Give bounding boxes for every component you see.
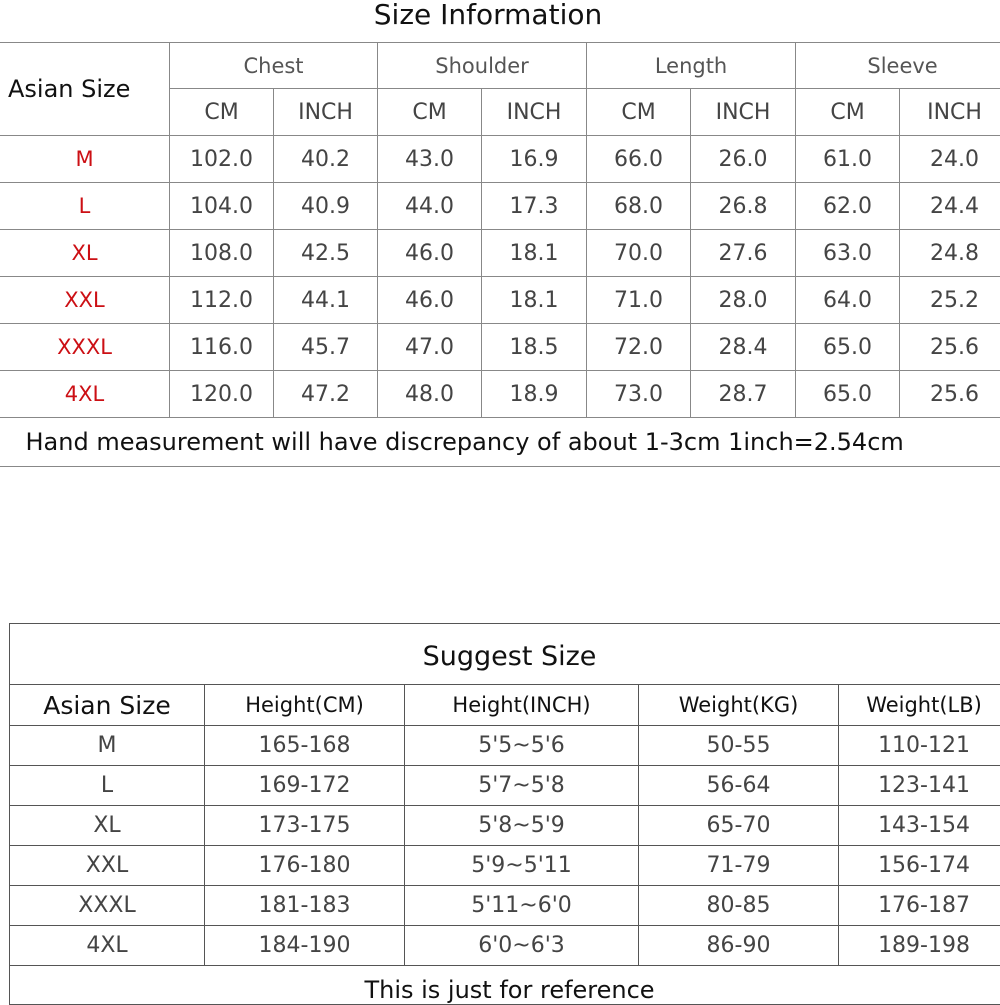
- size-row: [0, 277, 1000, 324]
- measurement-cell: 120.0: [170, 371, 274, 418]
- measurement-cell: 44.0: [378, 183, 482, 230]
- suggest-cell: 5'11~6'0: [405, 886, 639, 926]
- suggest-cell: 56-64: [639, 766, 839, 806]
- unit-header-inch: INCH: [900, 89, 1000, 136]
- header-height-inch: Height(INCH): [405, 685, 639, 726]
- size-row: [0, 371, 1000, 418]
- measurement-cell: 47.0: [378, 324, 482, 371]
- header-weight-kg: Weight(KG): [639, 685, 839, 726]
- measurement-cell: 27.6: [691, 230, 796, 277]
- measurement-cell: 108.0: [170, 230, 274, 277]
- suggest-size-label: XXXL: [10, 886, 205, 926]
- suggest-footer-row: [10, 966, 1000, 1005]
- suggest-row: [10, 886, 1000, 926]
- measurement-cell: 24.4: [900, 183, 1000, 230]
- size-label: L: [0, 183, 170, 230]
- suggest-row: [10, 726, 1000, 766]
- size-information-table: [0, 42, 1000, 467]
- unit-header-cm: CM: [378, 89, 482, 136]
- measurement-cell: 25.2: [900, 277, 1000, 324]
- measurement-cell: 116.0: [170, 324, 274, 371]
- measurement-cell: 16.9: [482, 136, 587, 183]
- header-asian-size: Asian Size: [10, 685, 205, 726]
- measurement-cell: 104.0: [170, 183, 274, 230]
- suggest-cell: 6'0~6'3: [405, 926, 639, 966]
- size-row: [0, 136, 1000, 183]
- measurement-cell: 63.0: [796, 230, 900, 277]
- measurement-cell: 46.0: [378, 277, 482, 324]
- measurement-cell: 18.1: [482, 277, 587, 324]
- unit-header-inch: INCH: [691, 89, 796, 136]
- measurement-cell: 102.0: [170, 136, 274, 183]
- size-row: [0, 324, 1000, 371]
- size-label: XXL: [0, 277, 170, 324]
- unit-header-inch: INCH: [274, 89, 378, 136]
- measurement-note-row: [0, 418, 1000, 467]
- reference-note: This is just for reference: [10, 966, 1000, 1005]
- suggest-row: [10, 806, 1000, 846]
- header-height-cm: Height(CM): [205, 685, 405, 726]
- measurement-cell: 26.8: [691, 183, 796, 230]
- suggest-size-label: L: [10, 766, 205, 806]
- suggest-cell: 189-198: [839, 926, 1000, 966]
- suggest-row: [10, 926, 1000, 966]
- measurement-cell: 42.5: [274, 230, 378, 277]
- measurement-cell: 62.0: [796, 183, 900, 230]
- unit-header-cm: CM: [170, 89, 274, 136]
- size-label: 4XL: [0, 371, 170, 418]
- suggest-cell: 5'8~5'9: [405, 806, 639, 846]
- size-row: [0, 183, 1000, 230]
- size-label: M: [0, 136, 170, 183]
- measurement-note: Hand measurement will have discrepancy of about 1-3cm 1inch=2.54cm: [0, 418, 1000, 467]
- size-label: XXXL: [0, 324, 170, 371]
- suggest-row: [10, 846, 1000, 886]
- suggest-cell: 143-154: [839, 806, 1000, 846]
- suggest-cell: 5'9~5'11: [405, 846, 639, 886]
- measurement-cell: 48.0: [378, 371, 482, 418]
- measurement-cell: 46.0: [378, 230, 482, 277]
- measurement-cell: 40.2: [274, 136, 378, 183]
- group-header-row: [0, 43, 1000, 89]
- size-label: XL: [0, 230, 170, 277]
- group-header-length: Length: [587, 43, 796, 89]
- measurement-cell: 17.3: [482, 183, 587, 230]
- measurement-cell: 71.0: [587, 277, 691, 324]
- suggest-cell: 110-121: [839, 726, 1000, 766]
- measurement-cell: 44.1: [274, 277, 378, 324]
- suggest-cell: 156-174: [839, 846, 1000, 886]
- measurement-cell: 45.7: [274, 324, 378, 371]
- measurement-cell: 28.7: [691, 371, 796, 418]
- measurement-cell: 26.0: [691, 136, 796, 183]
- suggest-cell: 169-172: [205, 766, 405, 806]
- measurement-cell: 25.6: [900, 324, 1000, 371]
- suggest-title-row: [10, 624, 1000, 685]
- measurement-cell: 112.0: [170, 277, 274, 324]
- measurement-cell: 24.0: [900, 136, 1000, 183]
- measurement-cell: 28.4: [691, 324, 796, 371]
- measurement-cell: 66.0: [587, 136, 691, 183]
- suggest-cell: 5'5~5'6: [405, 726, 639, 766]
- group-header-shoulder: Shoulder: [378, 43, 587, 89]
- measurement-cell: 70.0: [587, 230, 691, 277]
- suggest-cell: 80-85: [639, 886, 839, 926]
- unit-header-cm: CM: [796, 89, 900, 136]
- measurement-cell: 73.0: [587, 371, 691, 418]
- measurement-cell: 40.9: [274, 183, 378, 230]
- suggest-header-row: [10, 685, 1000, 726]
- suggest-row: [10, 766, 1000, 806]
- measurement-cell: 18.5: [482, 324, 587, 371]
- suggest-cell: 173-175: [205, 806, 405, 846]
- measurement-cell: 24.8: [900, 230, 1000, 277]
- suggest-cell: 86-90: [639, 926, 839, 966]
- suggest-cell: 71-79: [639, 846, 839, 886]
- size-row: [0, 230, 1000, 277]
- group-header-chest: Chest: [170, 43, 378, 89]
- suggest-cell: 184-190: [205, 926, 405, 966]
- measurement-cell: 65.0: [796, 371, 900, 418]
- suggest-size-label: M: [10, 726, 205, 766]
- asian-size-header: Asian Size: [0, 43, 170, 136]
- suggest-size-label: XXL: [10, 846, 205, 886]
- measurement-cell: 25.6: [900, 371, 1000, 418]
- suggest-cell: 50-55: [639, 726, 839, 766]
- suggest-size-label: 4XL: [10, 926, 205, 966]
- suggest-cell: 165-168: [205, 726, 405, 766]
- suggest-cell: 123-141: [839, 766, 1000, 806]
- measurement-cell: 18.1: [482, 230, 587, 277]
- measurement-cell: 61.0: [796, 136, 900, 183]
- suggest-cell: 181-183: [205, 886, 405, 926]
- unit-header-inch: INCH: [482, 89, 587, 136]
- measurement-cell: 18.9: [482, 371, 587, 418]
- measurement-cell: 72.0: [587, 324, 691, 371]
- suggest-size-label: XL: [10, 806, 205, 846]
- measurement-cell: 65.0: [796, 324, 900, 371]
- measurement-cell: 64.0: [796, 277, 900, 324]
- suggest-cell: 65-70: [639, 806, 839, 846]
- measurement-cell: 28.0: [691, 277, 796, 324]
- suggest-cell: 176-187: [839, 886, 1000, 926]
- unit-header-cm: CM: [587, 89, 691, 136]
- suggest-cell: 176-180: [205, 846, 405, 886]
- measurement-cell: 43.0: [378, 136, 482, 183]
- header-weight-lb: Weight(LB): [839, 685, 1000, 726]
- measurement-cell: 47.2: [274, 371, 378, 418]
- size-information-title: Size Information: [0, 0, 976, 40]
- suggest-size-table: [9, 623, 1000, 1005]
- group-header-sleeve: Sleeve: [796, 43, 1000, 89]
- measurement-cell: 68.0: [587, 183, 691, 230]
- suggest-cell: 5'7~5'8: [405, 766, 639, 806]
- suggest-size-title: Suggest Size: [10, 624, 1000, 685]
